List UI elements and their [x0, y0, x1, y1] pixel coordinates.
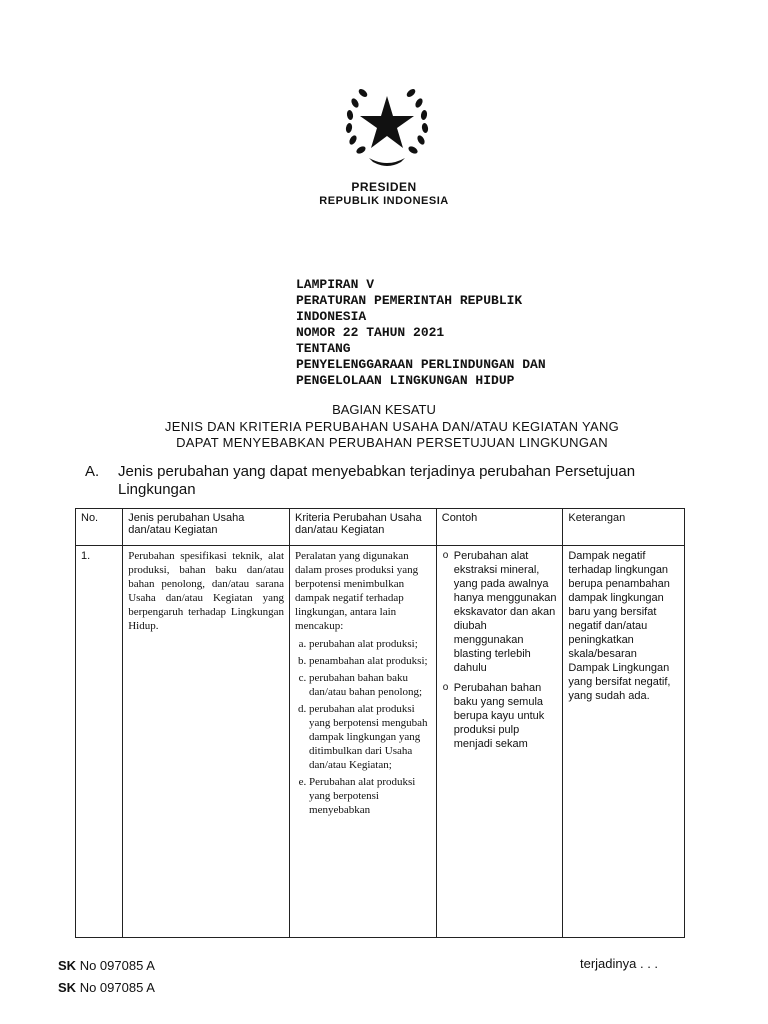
list-item: a. perubahan alat produksi; — [309, 637, 431, 651]
title-line-1: JENIS DAN KRITERIA PERUBAHAN USAHA DAN/ATAU KEGIATAN YANG — [164, 419, 620, 434]
header-contoh: Contoh — [436, 509, 563, 546]
kriteria-list — [295, 637, 431, 817]
header-keterangan: Keterangan — [563, 509, 685, 546]
title-line-2: DAPAT MENYEBABKAN PERUBAHAN PERSETUJUAN LINGKUNGAN — [176, 435, 608, 450]
table-row — [76, 546, 685, 938]
lampiran-line: NOMOR 22 TAHUN 2021 — [296, 325, 445, 340]
sk-number: No 097085 A — [79, 980, 155, 995]
header-no: No. — [76, 509, 123, 546]
republik-heading: REPUBLIK INDONESIA — [319, 195, 449, 207]
next-page-word: terjadinya . . . — [580, 956, 659, 971]
cell-no: 1. — [76, 546, 123, 938]
lampiran-block — [296, 277, 546, 389]
sk-label: SK — [58, 980, 77, 995]
cell-contoh — [436, 546, 563, 938]
sk-number: No 097085 A — [79, 958, 155, 973]
lampiran-line: PENGELOLAAN LINGKUNGAN HIDUP — [296, 373, 515, 388]
list-item: d. perubahan alat produksi yang berpotensi mengubah dampak lingkungan yang ditimbulkan dari Usaha dan/atau Kegiatan; — [309, 702, 431, 772]
list-item: e. Perubahan alat produksi yang berpotensi menyebabkan — [309, 775, 431, 817]
bagian-heading: BAGIAN KESATU — [332, 402, 436, 417]
kriteria-intro: Peralatan yang digunakan dalam proses produksi yang berpotensi menimbulkan dampak negatif terhadap lingkungan, antara lain mencakup: — [295, 550, 419, 632]
sk-number-stamp — [58, 958, 155, 973]
lampiran-line: PERATURAN PEMERINTAH REPUBLIK — [296, 293, 523, 308]
contoh-list — [442, 549, 558, 751]
table-header-row — [76, 509, 685, 546]
list-item: o Perubahan bahan baku yang semula berupa kayu untuk produksi pulp menjadi sekam — [454, 681, 558, 751]
cell-kriteria — [290, 546, 437, 938]
lampiran-line: INDONESIA — [296, 309, 367, 324]
section-a-letter: A. — [85, 463, 100, 480]
header-jenis: Jenis perubahan Usaha dan/atau Kegiatan — [123, 509, 290, 546]
presiden-heading: PRESIDEN — [351, 180, 417, 194]
garuda-star-emblem-icon — [335, 78, 439, 170]
lampiran-line: PENYELENGGARAAN PERLINDUNGAN DAN — [296, 357, 546, 372]
cell-jenis — [123, 546, 290, 938]
document-title — [92, 419, 692, 451]
header-kriteria: Kriteria Perubahan Usaha dan/atau Kegiatan — [290, 509, 437, 546]
list-item: o Perubahan alat ekstraksi mineral, yang pada awalnya hanya menggunakan ekskavator dan akan diubah menggunakan blasting terlebih dahulu — [454, 549, 558, 675]
cell-keterangan — [563, 546, 685, 938]
lampiran-line: TENTANG — [296, 341, 351, 356]
list-item: b. penambahan alat produksi; — [309, 654, 431, 668]
criteria-table — [75, 508, 685, 938]
jenis-text: Perubahan spesifikasi teknik, alat produksi, bahan baku dan/atau bahan penolong, dan/atau sarana Usaha dan/atau Kegiatan yang berpengaruh terhadap Lingkungan Hidup. — [128, 550, 285, 632]
keterangan-text: Dampak negatif terhadap lingkungan berupa penambahan dampak lingkungan baru yang bersifat negatif dan/atau peningkatkan skala/besaran Dampak Lingkungan yang bersifat negatif, yang sudah ada. — [568, 550, 671, 702]
sk-label: SK — [58, 958, 77, 973]
lampiran-line: LAMPIRAN V — [296, 277, 375, 292]
sk-number-stamp-echo — [58, 980, 155, 995]
section-a-text: Jenis perubahan yang dapat menyebabkan terjadinya perubahan Persetujuan Lingkungan — [118, 463, 636, 498]
list-item: c. perubahan bahan baku dan/atau bahan penolong; — [309, 671, 431, 699]
